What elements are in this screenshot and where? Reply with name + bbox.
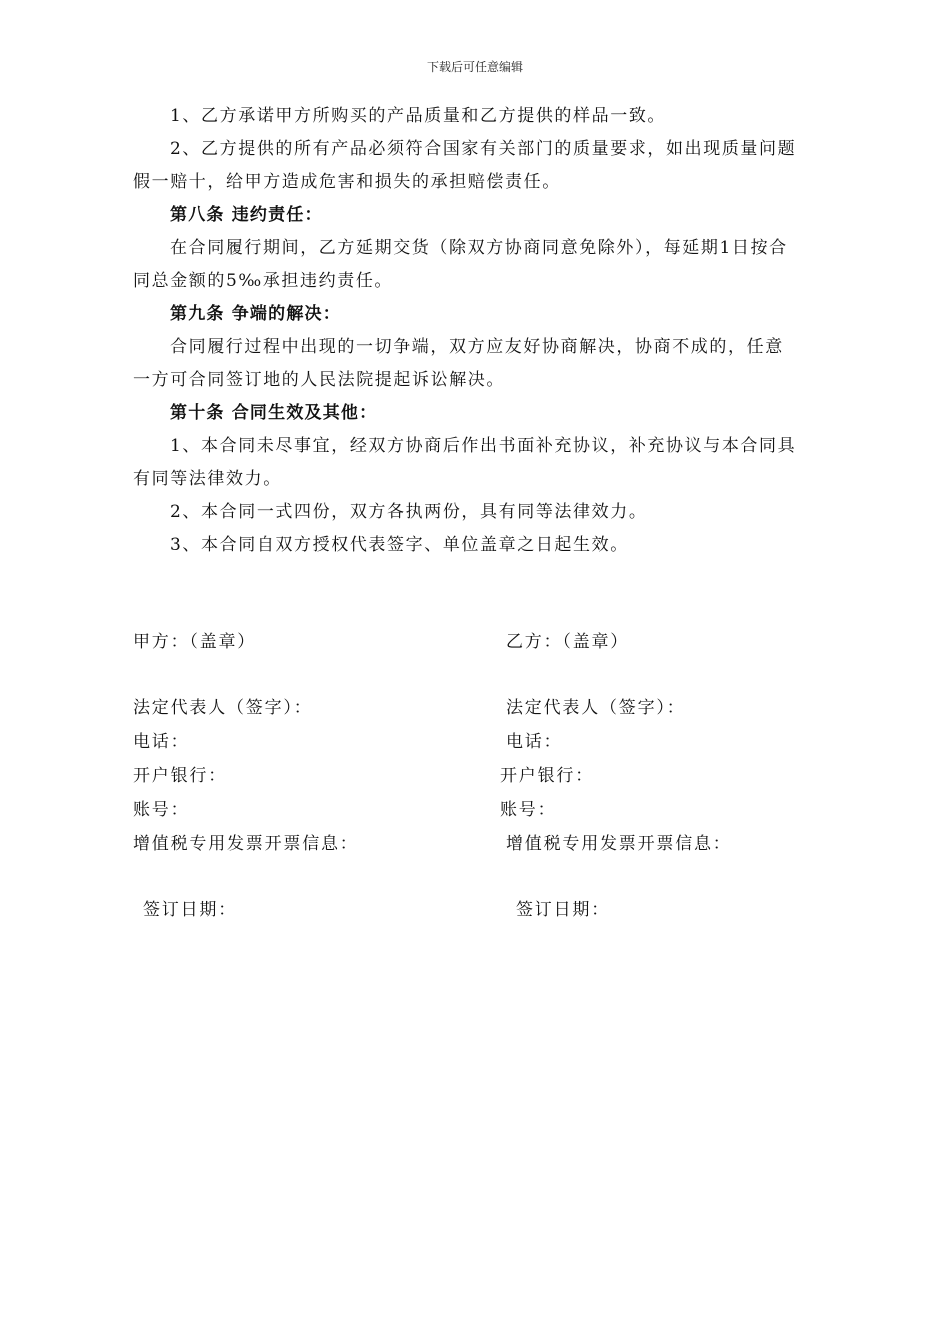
party-b-vat-info-label: 增值税专用发票开票信息： xyxy=(506,834,732,854)
clause-item-2-line-2: 假一赔十，给甲方造成危害和损失的承担赔偿责任。 xyxy=(133,172,561,192)
party-b-sign-date-label: 签订日期： xyxy=(516,900,610,920)
party-b-account-label: 账号： xyxy=(500,800,557,820)
article-10-item-1-line-1: 1、本合同未尽事宜，经双方协商后作出书面补充协议，补充协议与本合同具 xyxy=(170,436,797,456)
article-10-item-2: 2、本合同一式四份，双方各执两份，具有同等法律效力。 xyxy=(170,502,648,522)
page-header-note: 下载后可任意编辑 xyxy=(426,60,523,74)
party-a-legal-rep-label: 法定代表人（签字）： xyxy=(133,698,313,718)
clause-item-1: 1、乙方承诺甲方所购买的产品质量和乙方提供的样品一致。 xyxy=(170,106,667,126)
party-a-account-label: 账号： xyxy=(133,800,190,820)
party-a-bank-label: 开户银行： xyxy=(133,766,227,786)
party-b-seal-label: 乙方：（盖章） xyxy=(506,632,630,652)
article-9-line-1: 合同履行过程中出现的一切争端，双方应友好协商解决，协商不成的，任意 xyxy=(170,337,784,357)
party-a-phone-label: 电话： xyxy=(133,732,190,752)
party-b-bank-label: 开户银行： xyxy=(500,766,594,786)
article-8-line-1: 在合同履行期间，乙方延期交货（除双方协商同意免除外），每延期1日按合 xyxy=(170,238,788,258)
party-a-vat-info-label: 增值税专用发票开票信息： xyxy=(133,834,359,854)
clause-item-2-line-1: 2、乙方提供的所有产品必须符合国家有关部门的质量要求，如出现质量问题 xyxy=(170,139,797,159)
article-10-title: 第十条 合同生效及其他： xyxy=(170,403,378,423)
article-9-title: 第九条 争端的解决： xyxy=(170,304,341,324)
party-a-sign-date-label: 签订日期： xyxy=(143,900,237,920)
article-8-title: 第八条 违约责任： xyxy=(170,205,323,225)
party-b-legal-rep-label: 法定代表人（签字）： xyxy=(506,698,686,718)
party-b-phone-label: 电话： xyxy=(506,732,563,752)
article-10-item-1-line-2: 有同等法律效力。 xyxy=(133,469,282,489)
article-8-line-2: 同总金额的5‰承担违约责任。 xyxy=(133,271,394,291)
article-10-item-3: 3、本合同自双方授权代表签字、单位盖章之日起生效。 xyxy=(170,535,629,555)
article-9-line-2: 一方可合同签订地的人民法院提起诉讼解决。 xyxy=(133,370,505,390)
party-a-seal-label: 甲方：（盖章） xyxy=(133,632,257,652)
